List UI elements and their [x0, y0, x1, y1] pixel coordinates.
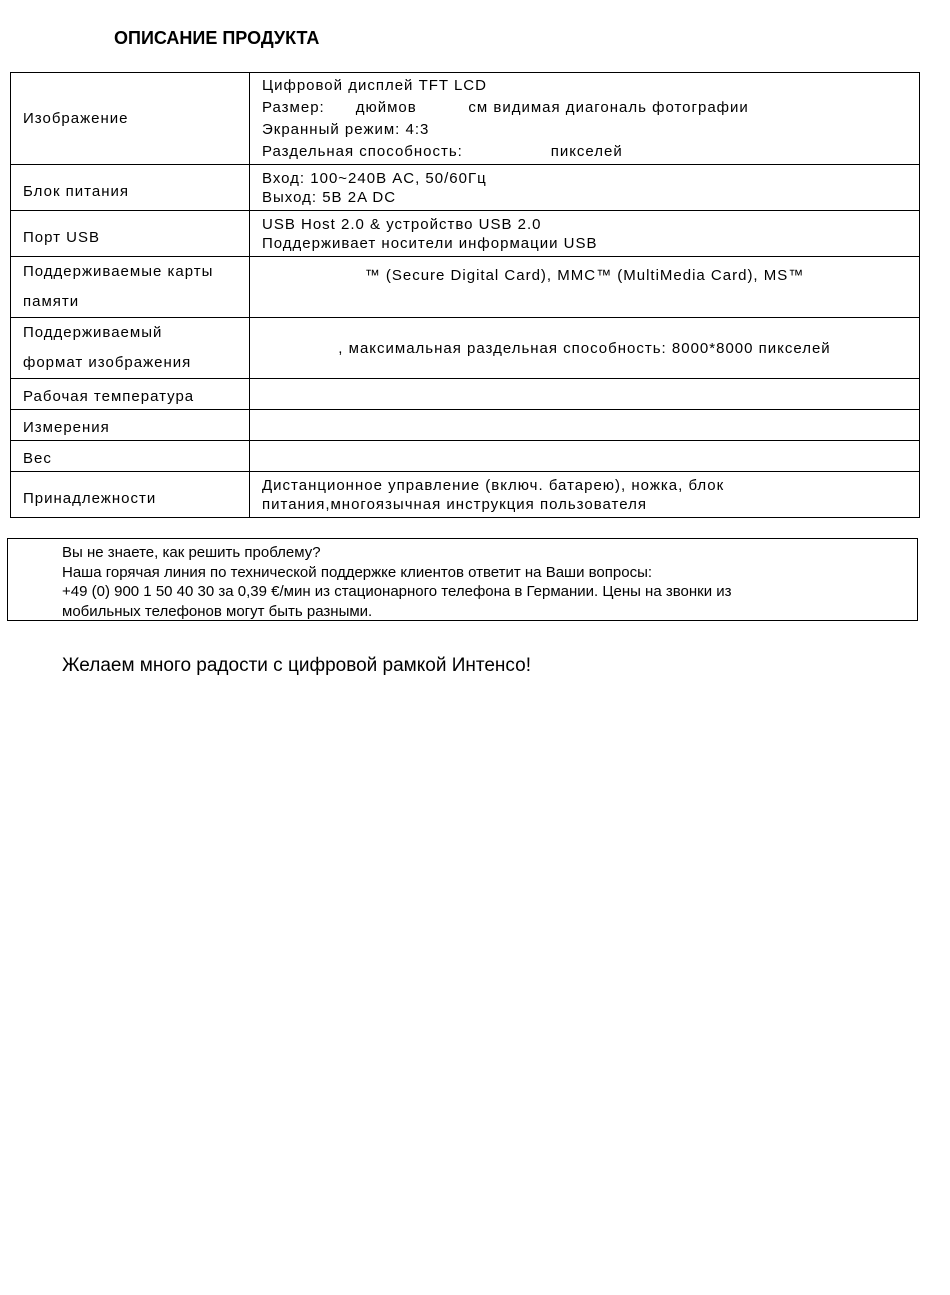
row-value: ™ (Secure Digital Card), MMC™ (MultiMedia Card), MS™	[250, 257, 920, 318]
spec-table	[10, 72, 920, 518]
row-value	[250, 441, 920, 472]
row-label: Поддерживаемые карты памяти	[11, 257, 250, 318]
table-row	[11, 379, 920, 410]
page-title: ОПИСАНИЕ ПРОДУКТА	[114, 28, 320, 48]
row-label: Рабочая температура	[11, 379, 250, 410]
closing-text: Желаем много радости с цифровой рамкой Интенсо!	[62, 655, 531, 676]
table-row	[11, 472, 920, 518]
row-label: Поддерживаемый формат изображения	[11, 318, 250, 379]
table-row	[11, 257, 920, 318]
row-value	[250, 379, 920, 410]
table-row	[11, 211, 920, 257]
row-value: , максимальная раздельная способность: 8000*8000 пикселей	[250, 318, 920, 379]
support-line: Наша горячая линия по технической поддержке клиентов ответит на Ваши вопросы:	[62, 563, 653, 581]
support-line: Вы не знаете, как решить проблему?	[62, 544, 321, 561]
support-line: мобильных телефонов могут быть разными.	[62, 602, 373, 620]
table-row	[11, 441, 920, 472]
row-label: Принадлежности	[11, 472, 250, 518]
row-label: Блок питания	[11, 165, 250, 211]
table-row	[11, 165, 920, 211]
row-value: USB Host 2.0 & устройство USB 2.0 Поддерживает носители информации USB	[250, 211, 920, 257]
support-line: +49 (0) 900 1 50 40 30 за 0,39 €/мин из стационарного телефона в Германии. Цены на звонки из	[62, 583, 732, 600]
row-label: Измерения	[11, 410, 250, 441]
row-label: Порт USB	[11, 211, 250, 257]
row-label: Изображение	[11, 73, 250, 165]
row-value	[250, 410, 920, 441]
table-row	[11, 318, 920, 379]
table-row	[11, 73, 920, 165]
row-label: Вес	[11, 441, 250, 472]
row-value: Цифровой дисплей TFT LCD Размер: дюймов см видимая диагональ фотографии Экранный режим: 4:3 Раздельная способность: пикселей	[250, 73, 920, 165]
row-value: Дистанционное управление (включ. батарею), ножка, блок питания,многоязычная инструкция пользователя	[250, 472, 920, 518]
row-value: Вход: 100~240В AC, 50/60Гц Выход: 5В 2A DC	[250, 165, 920, 211]
table-row	[11, 410, 920, 441]
support-box	[7, 538, 918, 621]
